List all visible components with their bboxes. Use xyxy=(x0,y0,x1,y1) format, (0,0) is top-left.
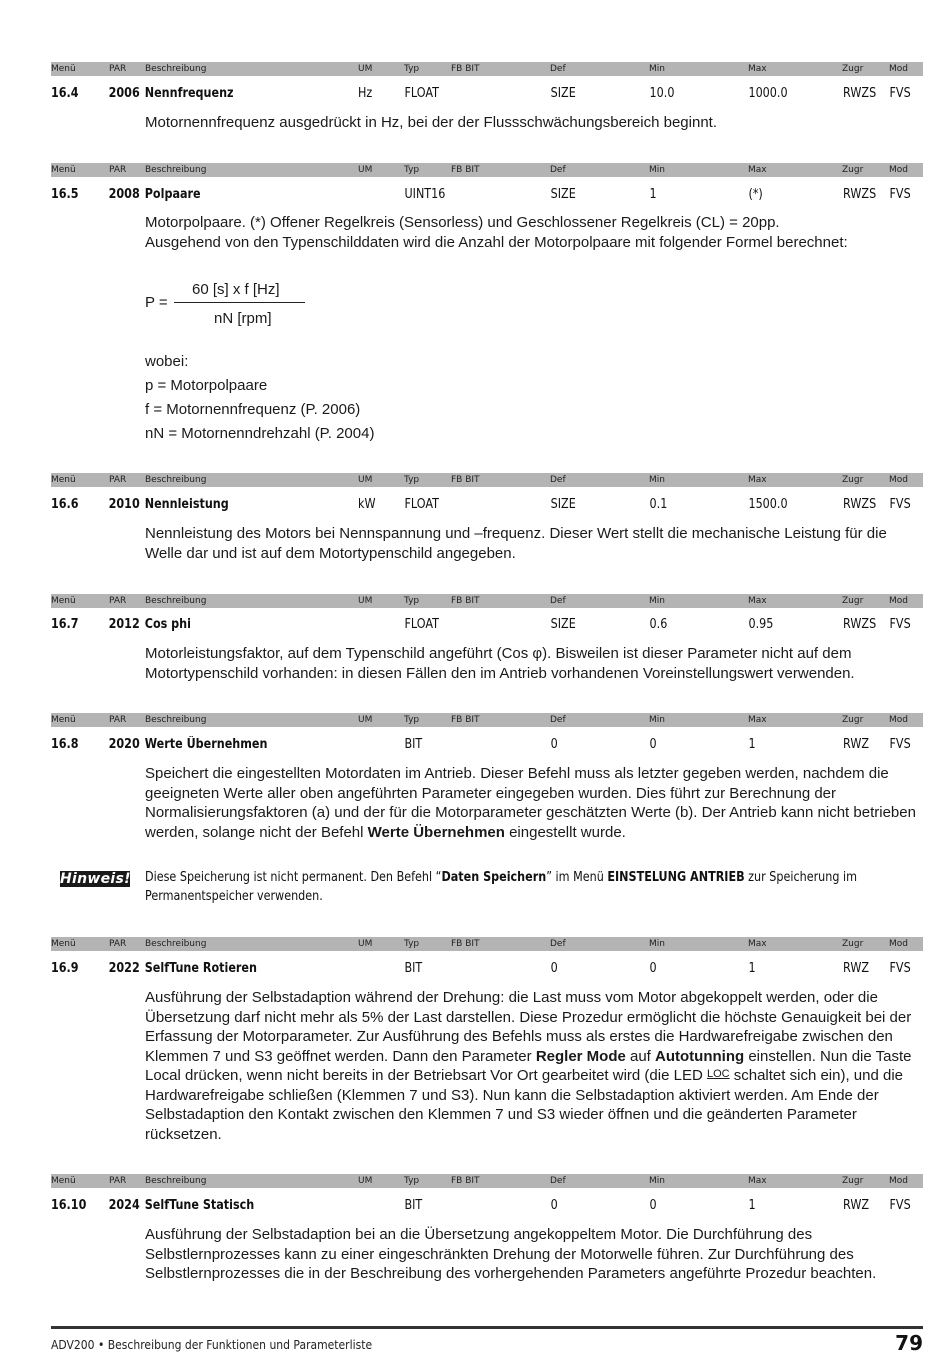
col-def: Def xyxy=(550,64,566,74)
col-desc: Beschreibung xyxy=(145,64,207,74)
col-desc: Beschreibung xyxy=(145,939,207,949)
param-description xyxy=(145,1225,925,1284)
param-def: 0 xyxy=(550,1198,558,1213)
param-name: Nennleistung xyxy=(144,497,229,512)
col-min: Min xyxy=(649,715,665,725)
menu-number: 16.5 xyxy=(51,187,79,202)
col-um: UM xyxy=(358,596,373,606)
col-zugr: Zugr xyxy=(842,475,864,485)
par-number: 2010 xyxy=(108,497,140,512)
param-def: SIZE xyxy=(550,86,576,101)
col-fbbit: FB BIT xyxy=(451,475,480,485)
param-def: 0 xyxy=(550,961,558,976)
col-menu: Menü xyxy=(51,1176,76,1186)
col-def: Def xyxy=(550,939,566,949)
col-menu: Menü xyxy=(51,475,76,485)
param-mod: FVS xyxy=(889,961,911,976)
col-fbbit: FB BIT xyxy=(451,939,480,949)
param-name: Cos phi xyxy=(144,617,191,632)
param-max: 1 xyxy=(748,961,756,976)
param-def: 0 xyxy=(550,737,558,752)
loc-led-icon: LOC xyxy=(706,1068,730,1080)
col-um: UM xyxy=(358,1176,373,1186)
param-min: 0.1 xyxy=(649,497,668,512)
col-menu: Menü xyxy=(51,165,76,175)
col-def: Def xyxy=(550,475,566,485)
col-typ: Typ xyxy=(404,475,420,485)
where-label: wobei: xyxy=(145,353,189,370)
col-menu: Menü xyxy=(51,64,76,74)
note-text: Diese Speicherung ist nicht permanent. Den Befehl “Daten Speichern” im Menü EINSTELUNG ANTRIEB zur Speicherung im Permanentspeicher verwenden. xyxy=(145,870,857,904)
col-typ: Typ xyxy=(404,1176,420,1186)
param-zugr: RWZ xyxy=(843,737,870,752)
col-max: Max xyxy=(748,715,767,725)
col-zugr: Zugr xyxy=(842,596,864,606)
col-min: Min xyxy=(649,939,665,949)
col-def: Def xyxy=(550,1176,566,1186)
col-par: PAR xyxy=(109,475,127,485)
param-min: 1 xyxy=(649,187,657,202)
param-description xyxy=(145,988,925,1144)
col-zugr: Zugr xyxy=(842,64,864,74)
description-text: Motornennfrequenz ausgedrückt in Hz, bei der der Flussschwächungsbereich beginnt. xyxy=(145,114,717,131)
param-zugr: RWZ xyxy=(843,1198,870,1213)
par-number: 2022 xyxy=(108,961,140,976)
param-min: 0 xyxy=(649,737,657,752)
col-typ: Typ xyxy=(404,596,420,606)
par-number: 2006 xyxy=(108,86,140,101)
col-menu: Menü xyxy=(51,715,76,725)
parameter-row xyxy=(51,959,911,979)
bold-term: Daten Speichern xyxy=(441,870,547,885)
col-desc: Beschreibung xyxy=(145,1176,207,1186)
bold-term: Werte Übernehmen xyxy=(367,823,505,841)
parameter-row xyxy=(51,735,911,755)
param-name: SelfTune Statisch xyxy=(144,1198,255,1213)
par-number: 2024 xyxy=(108,1198,140,1213)
col-max: Max xyxy=(748,165,767,175)
param-zugr: RWZS xyxy=(843,497,877,512)
param-min: 0 xyxy=(649,961,657,976)
param-name: SelfTune Rotieren xyxy=(144,961,257,976)
par-number: 2020 xyxy=(108,737,140,752)
where-item: nN = Motornenndrehzahl (P. 2004) xyxy=(145,425,375,442)
where-item: p = Motorpolpaare xyxy=(145,377,268,394)
param-typ: BIT xyxy=(404,737,423,752)
menu-number: 16.9 xyxy=(51,961,79,976)
col-max: Max xyxy=(748,1176,767,1186)
param-def: SIZE xyxy=(550,187,576,202)
col-max: Max xyxy=(748,64,767,74)
col-um: UM xyxy=(358,475,373,485)
description-text: Ausführung der Selbstadaption während der Drehung: die Last muss vom Motor abgekoppelt werden, oder die Übersetzung darf nicht mehr als 5% der Last darstellen. Diese Prozedur ermöglicht die höchste Genauigkeit bei der Erfassung der Motorparameter. Zur Ausführung des Befehls muss als erstes die Hardwarefreigabe zwischen den Klemmen 7 und S3 geöffnet werden. Dann den Parameter Regler Mode auf Autotunning einstellen. Nun die Taste Local drücken, wenn nicht bereits in der Betriebsart Vor Ort gearbeitet wird (die LED LOC schaltet sich ein), und die Hardwarefreigabe schließen (Klemmen 7 und S3). Nun kann die Selbstadaption aktiviert werden. Am Ende der Selbstadaption den Kontakt zwischen den Klemmen 7 und S3 wieder öffnen und die geänderten Parameter rücksetzen. xyxy=(145,989,912,1143)
param-description xyxy=(145,764,925,842)
col-max: Max xyxy=(748,475,767,485)
menu-number: 16.6 xyxy=(51,497,79,512)
formula-denominator: nN [rpm] xyxy=(214,310,272,327)
col-menu: Menü xyxy=(51,939,76,949)
param-name: Nennfrequenz xyxy=(144,86,234,101)
column-header-bar xyxy=(51,713,923,727)
param-mod: FVS xyxy=(889,497,911,512)
col-def: Def xyxy=(550,715,566,725)
col-typ: Typ xyxy=(404,165,420,175)
param-zugr: RWZS xyxy=(843,187,877,202)
footer-text: ADV200 • Beschreibung der Funktionen und Parameterliste xyxy=(51,1338,373,1352)
formula-numerator: 60 [s] x f [Hz] xyxy=(192,281,280,298)
col-typ: Typ xyxy=(404,64,420,74)
col-fbbit: FB BIT xyxy=(451,715,480,725)
col-max: Max xyxy=(748,939,767,949)
col-par: PAR xyxy=(109,64,127,74)
param-zugr: RWZ xyxy=(843,961,870,976)
menu-number: 16.10 xyxy=(51,1198,87,1213)
col-um: UM xyxy=(358,939,373,949)
formula-lhs: P = xyxy=(145,294,168,311)
param-name: Polpaare xyxy=(144,187,201,202)
column-header-bar xyxy=(51,163,923,177)
param-typ: FLOAT xyxy=(404,497,439,512)
description-text: Motorleistungsfaktor, auf dem Typenschild angeführt (Cos φ). Bisweilen ist dieser Parameter nicht auf dem Motortypenschild vorhanden: in diesen Fällen den im Antrieb vorhandenen Voreinstellungswert verwenden. xyxy=(145,645,855,682)
col-zugr: Zugr xyxy=(842,165,864,175)
col-zugr: Zugr xyxy=(842,1176,864,1186)
col-min: Min xyxy=(649,1176,665,1186)
col-mod: Mod xyxy=(889,939,908,949)
col-par: PAR xyxy=(109,715,127,725)
param-def: SIZE xyxy=(550,617,576,632)
col-mod: Mod xyxy=(889,715,908,725)
bold-term: EINSTELUNG ANTRIEB xyxy=(607,870,745,885)
param-min: 0 xyxy=(649,1198,657,1213)
param-mod: FVS xyxy=(889,1198,911,1213)
col-fbbit: FB BIT xyxy=(451,64,480,74)
page-number: 79 xyxy=(895,1331,923,1355)
col-def: Def xyxy=(550,596,566,606)
column-header-bar xyxy=(51,594,923,608)
param-max: 0.95 xyxy=(748,617,774,632)
param-mod: FVS xyxy=(889,187,911,202)
col-max: Max xyxy=(748,596,767,606)
column-header-bar xyxy=(51,937,923,951)
col-par: PAR xyxy=(109,165,127,175)
col-min: Min xyxy=(649,475,665,485)
menu-number: 16.4 xyxy=(51,86,79,101)
param-description xyxy=(145,113,925,133)
column-header-bar xyxy=(51,1174,923,1188)
col-um: UM xyxy=(358,165,373,175)
col-min: Min xyxy=(649,596,665,606)
col-desc: Beschreibung xyxy=(145,165,207,175)
param-description xyxy=(145,644,925,683)
param-typ: UINT16 xyxy=(404,187,446,202)
col-desc: Beschreibung xyxy=(145,715,207,725)
col-zugr: Zugr xyxy=(842,939,864,949)
param-max: 1 xyxy=(748,737,756,752)
param-typ: FLOAT xyxy=(404,617,439,632)
description-text: Speichert die eingestellten Motordaten im Antrieb. Dieser Befehl muss als letzter gegeben werden, nachdem die geeigneten Werte aller oben angeführten Parameter eingegeben wurden. Dies führt zur Berechnung der Normalisierungsfaktoren (a) und der für die Motorparameter geschätzten Werte (b). Der Antrieb kann nicht betrieben werden, solange nicht der Befehl Werte Übernehmen eingestellt wurde. xyxy=(145,765,916,841)
param-max: 1 xyxy=(748,1198,756,1213)
column-header-bar xyxy=(51,473,923,487)
col-mod: Mod xyxy=(889,165,908,175)
param-max: 1500.0 xyxy=(748,497,788,512)
col-fbbit: FB BIT xyxy=(451,165,480,175)
par-number: 2012 xyxy=(108,617,140,632)
parameter-row xyxy=(51,84,911,104)
col-typ: Typ xyxy=(404,715,420,725)
param-min: 10.0 xyxy=(649,86,675,101)
col-mod: Mod xyxy=(889,475,908,485)
where-item: f = Motornennfrequenz (P. 2006) xyxy=(145,401,361,418)
col-zugr: Zugr xyxy=(842,715,864,725)
col-menu: Menü xyxy=(51,596,76,606)
parameter-row xyxy=(51,185,911,205)
col-mod: Mod xyxy=(889,1176,908,1186)
fraction-line xyxy=(174,302,305,303)
param-mod: FVS xyxy=(889,737,911,752)
col-mod: Mod xyxy=(889,596,908,606)
col-typ: Typ xyxy=(404,939,420,949)
description-text: Ausgehend von den Typenschilddaten wird die Anzahl der Motorpolpaare mit folgender Formel berechnet: xyxy=(145,233,848,251)
footer-rule xyxy=(51,1326,923,1329)
param-zugr: RWZS xyxy=(843,86,877,101)
param-name: Werte Übernehmen xyxy=(144,737,268,752)
note-badge: Hinweis! xyxy=(60,871,131,887)
col-def: Def xyxy=(550,165,566,175)
col-par: PAR xyxy=(109,596,127,606)
col-um: UM xyxy=(358,64,373,74)
param-typ: BIT xyxy=(404,961,423,976)
parameter-row xyxy=(51,615,911,635)
param-max: 1000.0 xyxy=(748,86,788,101)
bold-term: Regler Mode xyxy=(535,1047,626,1065)
description-text: Ausführung der Selbstadaption bei an die Übersetzung angekoppeltem Motor. Die Durchführung des Selbstlernprozesses kann zu einer eingeschränkten Drehung der Motorwelle führen. Zur Durchführung des Selbstlernprozesses die in der Beschreibung des vorhergehenden Parameters angeführte Prozedur beachten. xyxy=(145,1226,877,1282)
menu-number: 16.8 xyxy=(51,737,79,752)
param-zugr: RWZS xyxy=(843,617,877,632)
menu-number: 16.7 xyxy=(51,617,79,632)
param-um: Hz xyxy=(358,86,373,101)
description-text: Nennleistung des Motors bei Nennspannung und –frequenz. Dieser Wert stellt die mechanische Leistung für die Welle dar und ist auf dem Motortypenschild angegeben. xyxy=(145,525,887,562)
col-min: Min xyxy=(649,64,665,74)
param-mod: FVS xyxy=(889,617,911,632)
param-def: SIZE xyxy=(550,497,576,512)
param-max: (*) xyxy=(748,187,763,202)
col-um: UM xyxy=(358,715,373,725)
par-number: 2008 xyxy=(108,187,140,202)
param-um: kW xyxy=(358,497,376,512)
col-mod: Mod xyxy=(889,64,908,74)
param-description xyxy=(145,524,925,563)
col-desc: Beschreibung xyxy=(145,596,207,606)
col-min: Min xyxy=(649,165,665,175)
param-min: 0.6 xyxy=(649,617,668,632)
col-par: PAR xyxy=(109,939,127,949)
param-description xyxy=(145,213,925,252)
param-typ: FLOAT xyxy=(404,86,439,101)
col-desc: Beschreibung xyxy=(145,475,207,485)
description-text: Motorpolpaare. (*) Offener Regelkreis (Sensorless) und Geschlossener Regelkreis (CL) = 20pp. xyxy=(145,214,780,231)
bold-term: Autotunning xyxy=(655,1047,745,1065)
col-fbbit: FB BIT xyxy=(451,596,480,606)
param-mod: FVS xyxy=(889,86,911,101)
parameter-row xyxy=(51,495,911,515)
col-par: PAR xyxy=(109,1176,127,1186)
column-header-bar xyxy=(51,62,923,76)
parameter-row xyxy=(51,1196,911,1216)
col-fbbit: FB BIT xyxy=(451,1176,480,1186)
param-typ: BIT xyxy=(404,1198,423,1213)
